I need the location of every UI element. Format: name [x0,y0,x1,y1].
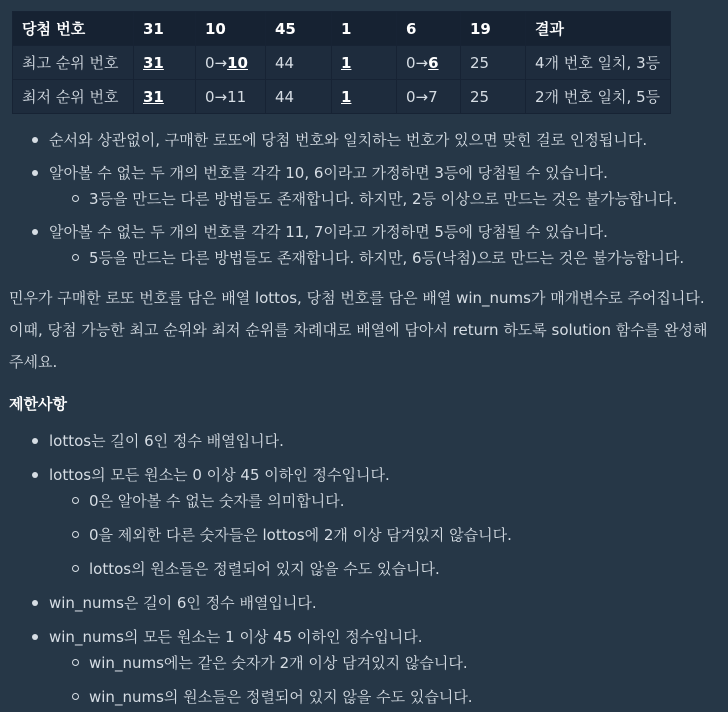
sub-list-item: 3등을 만드는 다른 방법들도 존재합니다. 하지만, 2등 이상으로 만드는 것은 불가능합니다. [49,189,684,209]
result-cell: 2개 번호 일치, 5등 [526,80,671,114]
table-header-cell: 6 [397,12,461,46]
matched-number: 1 [341,53,352,72]
list-item-text: 알아볼 수 없는 두 개의 번호를 각각 10, 6이라고 가정하면 3등에 당첨될 수 있습니다. [49,164,608,182]
row-label: 최고 순위 번호 [13,46,134,80]
notes-list [22,130,684,268]
list-item [22,130,684,150]
matched-number: 10 [227,53,248,72]
matched-number: 31 [143,53,164,72]
table-header-cell: 당첨 번호 [13,12,134,46]
table-cell: 0→11 [196,80,266,114]
table-cell: 25 [461,80,526,114]
list-item-text: win_nums은 길이 6인 정수 배열입니다. [49,594,317,612]
list-item [22,222,684,268]
table-header-cell: 결과 [526,12,671,46]
sub-list [49,491,512,579]
list-item [22,431,512,451]
sub-list-item: lottos의 원소들은 정렬되어 있지 않을 수도 있습니다. [49,559,512,579]
list-item-text: 알아볼 수 없는 두 개의 번호를 각각 11, 7이라고 가정하면 5등에 당첨될 수 있습니다. [49,223,608,241]
list-item-text: lottos의 모든 원소는 0 이상 45 이하인 정수입니다. [49,466,390,484]
constraints-title: 제한사항 [9,395,67,413]
result-cell: 4개 번호 일치, 3등 [526,46,671,80]
list-item-text: lottos는 길이 6인 정수 배열입니다. [49,432,284,450]
constraints-list [22,431,512,707]
sub-list-item: 5등을 만드는 다른 방법들도 존재합니다. 하지만, 6등(낙첨)으로 만드는 것은 불가능합니다. [49,248,684,268]
list-item-text: win_nums의 모든 원소는 1 이상 45 이하인 정수입니다. [49,628,423,646]
row-label: 최저 순위 번호 [13,80,134,114]
list-item [22,627,512,707]
table-header-cell: 10 [196,12,266,46]
table-header-cell: 1 [332,12,397,46]
sub-list [49,248,684,268]
matched-number: 31 [143,87,164,106]
matched-number: 6 [428,53,439,72]
table-cell: 0→7 [397,80,461,114]
table-cell: 25 [461,46,526,80]
table-header-cell: 19 [461,12,526,46]
table-cell: 44 [266,80,332,114]
matched-number: 1 [341,87,352,106]
cell-prefix: 0→ [205,53,228,72]
sub-list-item: 0은 알아볼 수 없는 숫자를 의미합니다. [49,491,512,511]
sub-list [49,189,684,209]
sub-list [49,653,512,707]
sub-list-item: 0을 제외한 다른 숫자들은 lottos에 2개 이상 담겨있지 않습니다. [49,525,512,545]
table-header-row [13,12,671,46]
table-row-worst [13,80,671,114]
sub-list-item: win_nums의 원소들은 정렬되어 있지 않을 수도 있습니다. [49,687,512,707]
lotto-result-table [12,11,671,114]
table-header-cell: 31 [134,12,196,46]
table-header-cell: 45 [266,12,332,46]
table-row-best [13,46,671,80]
problem-paragraph: 민우가 구매한 로또 번호를 담은 배열 lottos, 당첨 번호를 담은 배열 win_nums가 매개변수로 주어집니다. 이때, 당첨 가능한 최고 순위와 최저 순위를 차례대로 배열에 담아서 return 하도록 solution 함수를 완성해주세요. [9,289,708,371]
cell-prefix: 0→ [406,53,429,72]
list-item [22,593,512,613]
list-item [22,163,684,209]
list-item-text: 순서와 상관없이, 구매한 로또에 당첨 번호와 일치하는 번호가 있으면 맞힌 걸로 인정됩니다. [49,131,648,149]
table-cell: 44 [266,46,332,80]
list-item [22,465,512,579]
sub-list-item: win_nums에는 같은 숫자가 2개 이상 담겨있지 않습니다. [49,653,512,673]
